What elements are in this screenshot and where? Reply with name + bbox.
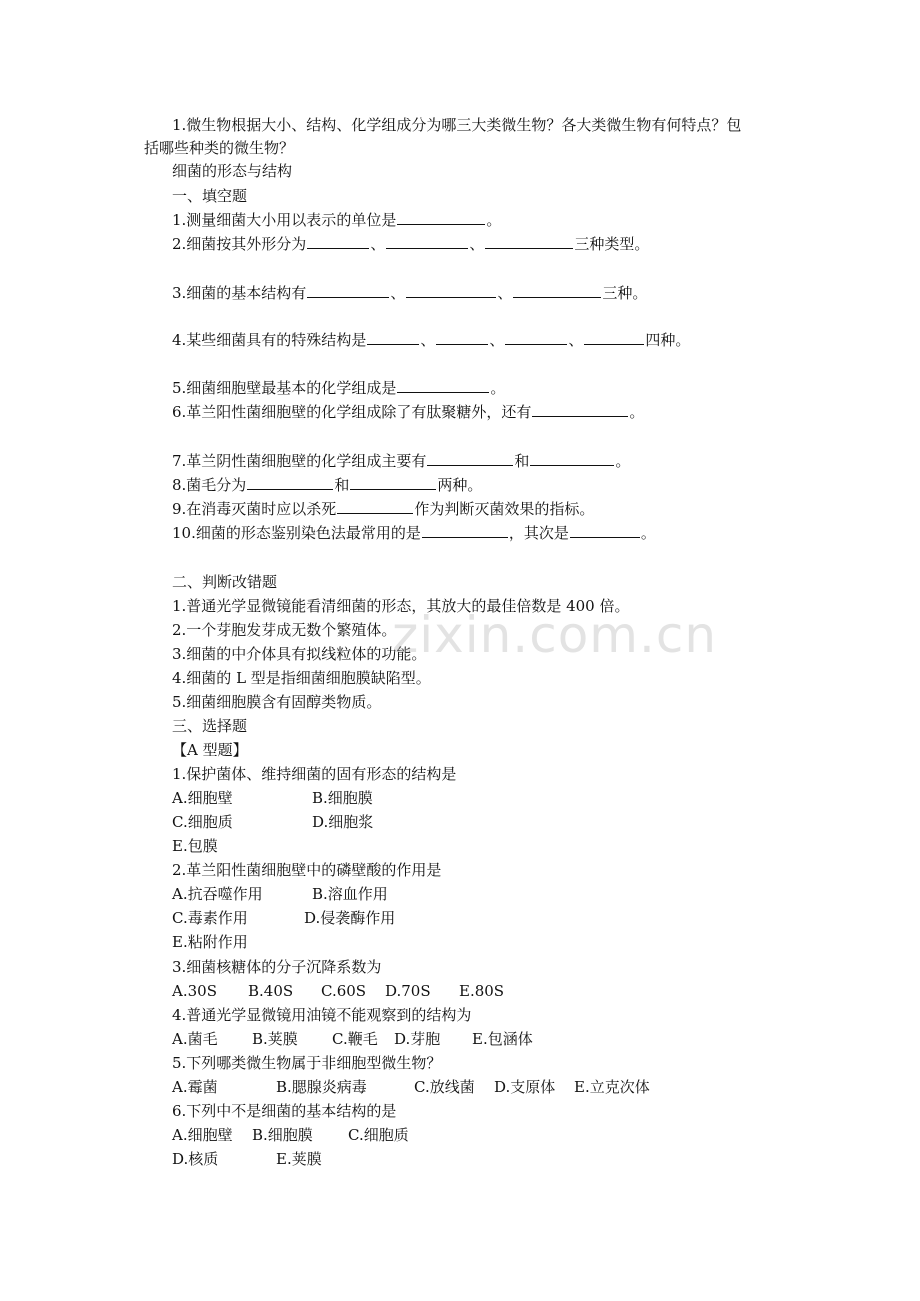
judge-item: 4.细菌的 L 型是指细菌细胞膜缺陷型。 [172, 669, 431, 687]
option: E.包膜 [172, 837, 218, 855]
section-title: 细菌的形态与结构 [172, 162, 293, 180]
choice-stem: 3.细菌核糖体的分子沉降系数为 [172, 958, 382, 976]
answer-blank [386, 234, 468, 249]
option-row [172, 1125, 409, 1145]
answer-blank [427, 451, 513, 466]
answer-blank [337, 499, 413, 514]
fill-question-2: 2.细菌按其外形分为 、 、 三种类型。 [172, 235, 650, 253]
answer-blank [513, 283, 601, 298]
answer-blank [307, 283, 389, 298]
option: E.包涵体 [472, 1030, 533, 1048]
judge-item: 5.细菌细胞膜含有固醇类物质。 [172, 693, 382, 711]
option: C.鞭毛 [332, 1030, 378, 1048]
option: B.细胞膜 [312, 789, 373, 807]
option: B.腮腺炎病毒 [276, 1078, 367, 1096]
answer-blank [485, 234, 573, 249]
answer-blank [397, 378, 489, 393]
option: A.30S [172, 982, 217, 1000]
option-row [172, 932, 248, 952]
judge-heading: 二、判断改错题 [172, 573, 278, 591]
option-row [172, 1077, 650, 1097]
choice-stem: 2.革兰阳性菌细胞壁中的磷壁酸的作用是 [172, 861, 442, 879]
fill-heading: 一、填空题 [172, 187, 248, 205]
option-row [172, 788, 373, 808]
fill-question-3: 3.细菌的基本结构有 、 、 三种。 [172, 284, 648, 302]
option-row [172, 1149, 322, 1169]
fill-question-5: 5.细菌细胞壁最基本的化学组成是 。 [172, 379, 506, 397]
judge-item: 1.普通光学显微镜能看清细菌的形态，其放大的最佳倍数是 400 倍。 [172, 597, 630, 615]
option: A.细胞壁 [172, 789, 233, 807]
answer-blank [530, 451, 614, 466]
answer-blank [436, 330, 488, 345]
option: E.立克次体 [574, 1078, 650, 1096]
option: A.霉菌 [172, 1078, 218, 1096]
question-type-label: 【A 型题】 [172, 741, 248, 759]
answer-blank [406, 283, 496, 298]
option: A.细胞壁 [172, 1126, 233, 1144]
fill-question-6: 6.革兰阳性菌细胞壁的化学组成除了有肽聚糖外，还有 。 [172, 403, 645, 421]
option: C.放线菌 [414, 1078, 475, 1096]
answer-blank [397, 210, 485, 225]
answer-blank [350, 475, 436, 490]
answer-blank [367, 330, 419, 345]
option: C.毒素作用 [172, 909, 248, 927]
option: D.核质 [172, 1150, 219, 1168]
option-row [172, 908, 395, 928]
option: D.侵袭酶作用 [304, 909, 396, 927]
option: B.40S [248, 982, 294, 1000]
fill-question-7: 7.革兰阴性菌细胞壁的化学组成主要有 和 。 [172, 452, 631, 470]
answer-blank [505, 330, 567, 345]
option: B.溶血作用 [312, 885, 388, 903]
option: C.60S [321, 982, 367, 1000]
fill-question-4: 4.某些细菌具有的特殊结构是 、 、 、 四种。 [172, 331, 691, 349]
answer-blank [422, 523, 508, 538]
option: E.荚膜 [276, 1150, 322, 1168]
option-row [172, 981, 504, 1001]
option: B.荚膜 [252, 1030, 298, 1048]
option-row [172, 1029, 533, 1049]
fill-question-9: 9.在消毒灭菌时应以杀死 作为判断灭菌效果的指标。 [172, 500, 595, 518]
option: C.细胞质 [348, 1126, 409, 1144]
option: C.细胞质 [172, 813, 233, 831]
option: D.支原体 [494, 1078, 556, 1096]
option: D.芽胞 [394, 1030, 441, 1048]
choice-heading: 三、选择题 [172, 717, 248, 735]
option: E.80S [459, 982, 505, 1000]
answer-blank [247, 475, 333, 490]
choice-stem: 5.下列哪类微生物属于非细胞型微生物？ [172, 1054, 442, 1072]
judge-item: 2.一个芽胞发芽成无数个繁殖体。 [172, 621, 397, 639]
option: D.细胞浆 [312, 813, 374, 831]
option: A.菌毛 [172, 1030, 218, 1048]
answer-blank [307, 234, 369, 249]
question-line: 括哪些种类的微生物？ [144, 139, 295, 157]
fill-question-10: 10.细菌的形态鉴别染色法最常用的是 ，其次是 。 [172, 524, 656, 542]
choice-stem: 6.下列中不是细菌的基本结构的是 [172, 1102, 397, 1120]
judge-item: 3.细菌的中介体具有拟线粒体的功能。 [172, 645, 427, 663]
answer-blank [570, 523, 640, 538]
option: D.70S [385, 982, 431, 1000]
option: A.抗吞噬作用 [172, 885, 263, 903]
fill-question-8: 8.菌毛分为 和 两种。 [172, 476, 483, 494]
question-line: 1.微生物根据大小、结构、化学组成分为哪三大类微生物？各大类微生物有何特点？包 [172, 116, 742, 134]
answer-blank [532, 402, 628, 417]
fill-question-1: 1.测量细菌大小用以表示的单位是 。 [172, 211, 502, 229]
watermark: zixin.com.cn [392, 606, 718, 664]
option: E.粘附作用 [172, 933, 248, 951]
option: B.细胞膜 [252, 1126, 313, 1144]
option-row [172, 836, 218, 856]
option-row [172, 812, 373, 832]
answer-blank [584, 330, 644, 345]
choice-stem: 1.保护菌体、维持细菌的固有形态的结构是 [172, 765, 457, 783]
option-row [172, 884, 388, 904]
choice-stem: 4.普通光学显微镜用油镜不能观察到的结构为 [172, 1006, 472, 1024]
